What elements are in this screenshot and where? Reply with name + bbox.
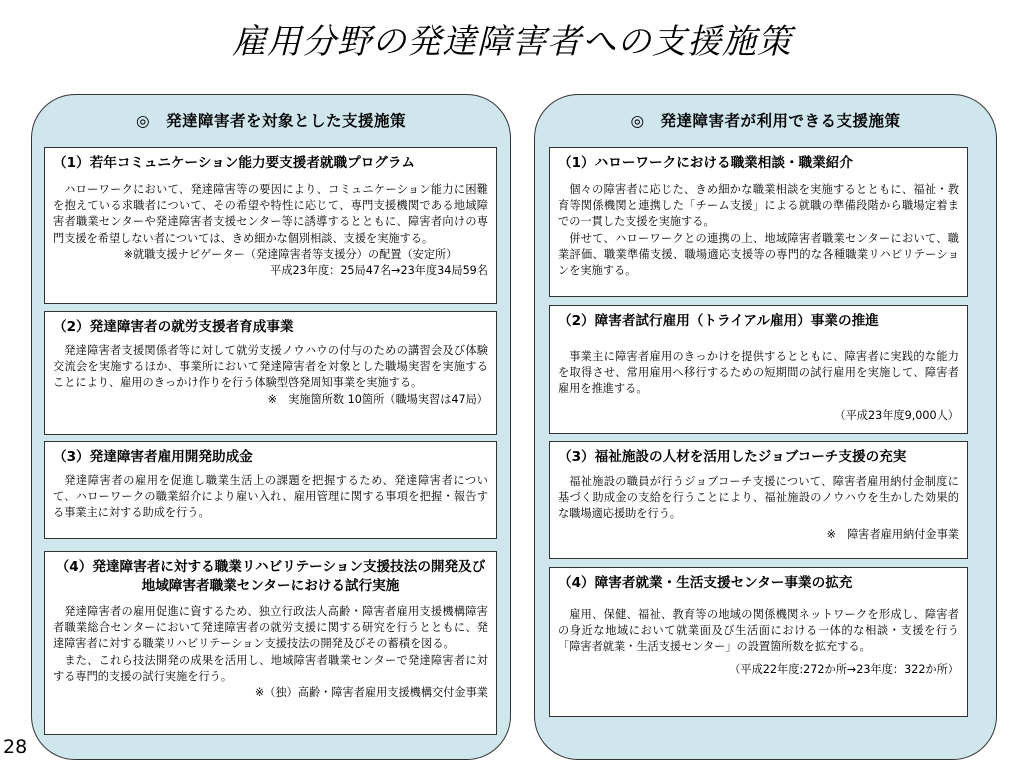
box-body — [53, 604, 488, 685]
box-title: （2）障害者試行雇用（トライアル雇用）事業の推進 — [558, 313, 879, 329]
program-box-2 — [44, 311, 497, 435]
box-paragraph: 併せて、ハローワークとの連携の上、地域障害者職業センターにおいて、職業評価、職業準備支援、職場適応支援等の専門的な各種職業リハビリテーションを実施する。 — [558, 231, 959, 278]
box-body: 事業主に障害者雇用のきっかけを提供するとともに、障害者に実践的な能力を取得させ、常用雇用へ移行するための短期間の試行雇用を実施して、障害者雇用を推進する。 — [558, 350, 959, 396]
program-box-1 — [549, 147, 968, 297]
right-column-panel — [534, 94, 997, 760]
box-title: （4）発達障害者に対する職業リハビリテーション支援技法の開発及び地域障害者職業センターにおける試行実施 — [55, 559, 486, 594]
box-body: 福祉施設の職員が行うジョブコーチ支援について、障害者雇用納付金制度に基づく助成金の支給を行うことにより、福祉施設のノウハウを生かした効果的な職場適応援助を行う。 — [558, 475, 959, 521]
left-column-header: ◎ 発達障害者を対象とした支援施策 — [135, 112, 407, 130]
box-note: ※ 障害者雇用納付金事業 — [826, 527, 959, 541]
program-box-1 — [44, 147, 497, 304]
box-body: 雇用、保健、福祉、教育等の地域の関係機関ネットワークを形成し、障害者の身近な地域において就業面及び生活面における一体的な相談・支援を行う「障害者就業・生活支援センター」の設置箇所数を拡充する。 — [558, 608, 959, 654]
box-title: （1）ハローワークにおける職業相談・職業紹介 — [558, 155, 853, 171]
box-title: （2）発達障害者の就労支援者育成事業 — [53, 319, 294, 335]
box-paragraph: 発達障害者の雇用促進に資するため、独立行政法人高齢・障害者雇用支援機構障害者職業総合センターにおいて発達障害者の就労支援に関する研究を行うとともに、発達障害者に対する職業リハビリテーション支援技法の開発及びその蓄積を図る。 — [53, 605, 488, 651]
box-paragraph: また、これら技法開発の成果を活用し、地域障害者職業センターで発達障害者に対する専門的支援の試行実施を行う。 — [53, 653, 488, 683]
program-box-4 — [549, 567, 968, 717]
box-title: （3）発達障害者雇用開発助成金 — [53, 449, 253, 465]
program-box-3 — [549, 441, 968, 559]
page-number: 28 — [3, 736, 28, 758]
box-note: 平成23年度：25局47名→23年度34局59名 — [270, 264, 488, 278]
box-body — [558, 182, 959, 279]
box-title: （1）若年コミュニケーション能力要支援者就職プログラム — [53, 155, 415, 171]
box-note: ※（独）高齢・障害者雇用支援機構交付金事業 — [254, 686, 488, 700]
box-note: （平成23年度9,000人） — [834, 408, 959, 422]
box-note: （平成22年度:272か所→23年度：322か所） — [729, 662, 959, 676]
program-box-4 — [44, 551, 497, 735]
box-body: 発達障害者の雇用を促進し職業生活上の課題を把握するため、発達障害者について、ハローワークの職業紹介により雇い入れ、雇用管理に関する事項を把握・報告する事業主に対する助成を行う。 — [53, 474, 488, 520]
program-box-2 — [549, 305, 968, 434]
program-box-3 — [44, 441, 497, 539]
box-title: （4）障害者就業・生活支援センター事業の拡充 — [558, 575, 853, 591]
left-column-panel — [31, 94, 511, 760]
box-note: ※就職支援ナビゲーター（発達障害者等支援分）の配置（安定所） — [123, 247, 458, 261]
box-body: 発達障害者支援関係者等に対して就労支援ノウハウの付与のための講習会及び体験交流会を実施するほか、事業所において発達障害者を対象とした職場実習を実施することにより、雇用のきっかけ作りを行う体験型啓発周知事業を実施する。 — [53, 344, 488, 390]
right-column-header: ◎ 発達障害者が利用できる支援施策 — [630, 112, 901, 130]
box-note: ※ 実施箇所数 10箇所（職場実習は47局） — [267, 392, 488, 406]
box-title: （3）福祉施設の人材を活用したジョブコーチ支援の充実 — [558, 449, 907, 465]
page-title: 雇用分野の発達障害者への支援施策 — [232, 22, 792, 62]
box-paragraph: 個々の障害者に応じた、きめ細かな職業相談を実施するとともに、福祉・教育等関係機関と連携した「チーム支援」による就職の準備段階から職場定着までの一貫した支援を実施する。 — [558, 183, 959, 229]
box-body: ハローワークにおいて、発達障害等の要因により、コミュニケーション能力に困難を抱えている求職者について、その希望や特性に応じて、専門支援機関である地域障害者職業センターや発達障害者支援センター等に誘導するとともに、障害者向けの専門支援を希望しない者については、きめ細かな個別相談、支援を実施する。 — [53, 183, 488, 245]
